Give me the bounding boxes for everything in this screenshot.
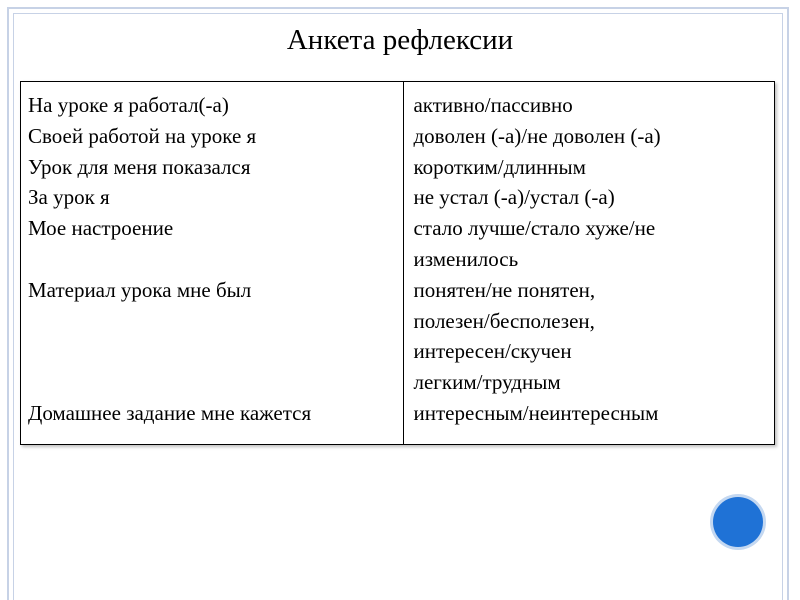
questions-column xyxy=(21,82,404,444)
answer-line: легким/трудным xyxy=(413,370,561,395)
answers-column xyxy=(404,82,774,444)
answer-line: полезен/бесполезен, xyxy=(413,308,595,333)
question-line: Своей работой на уроке я xyxy=(28,123,257,148)
answer-line: интересен/скучен xyxy=(413,339,572,364)
question-line: За урок я xyxy=(28,185,110,210)
reflection-table xyxy=(20,81,775,445)
question-line: Урок для меня показался xyxy=(28,154,251,179)
question-line xyxy=(28,336,403,367)
answer-line: доволен (-а)/не доволен (-а) xyxy=(413,123,661,148)
answer-line: не устал (-а)/устал (-а) xyxy=(413,185,615,210)
question-line: Мое настроение xyxy=(28,216,174,241)
question-line xyxy=(28,367,403,398)
blue-circle-decoration xyxy=(713,497,763,547)
question-line: На уроке я работал(-а) xyxy=(28,93,229,117)
answer-line: изменилось xyxy=(413,246,519,271)
answer-line: стало лучше/стало хуже/не xyxy=(413,216,656,241)
question-line: Домашнее задание мне кажется xyxy=(28,400,312,425)
answer-line: понятен/не понятен, xyxy=(413,277,596,302)
answer-line: интересным/неинтересным xyxy=(413,400,659,425)
question-line xyxy=(28,244,403,275)
answer-line: активно/пассивно xyxy=(413,93,573,117)
question-line xyxy=(28,306,403,337)
answer-line: коротким/длинным xyxy=(413,154,586,179)
question-line: Материал урока мне был xyxy=(28,277,252,302)
slide-title: Анкета рефлексии xyxy=(286,24,514,56)
